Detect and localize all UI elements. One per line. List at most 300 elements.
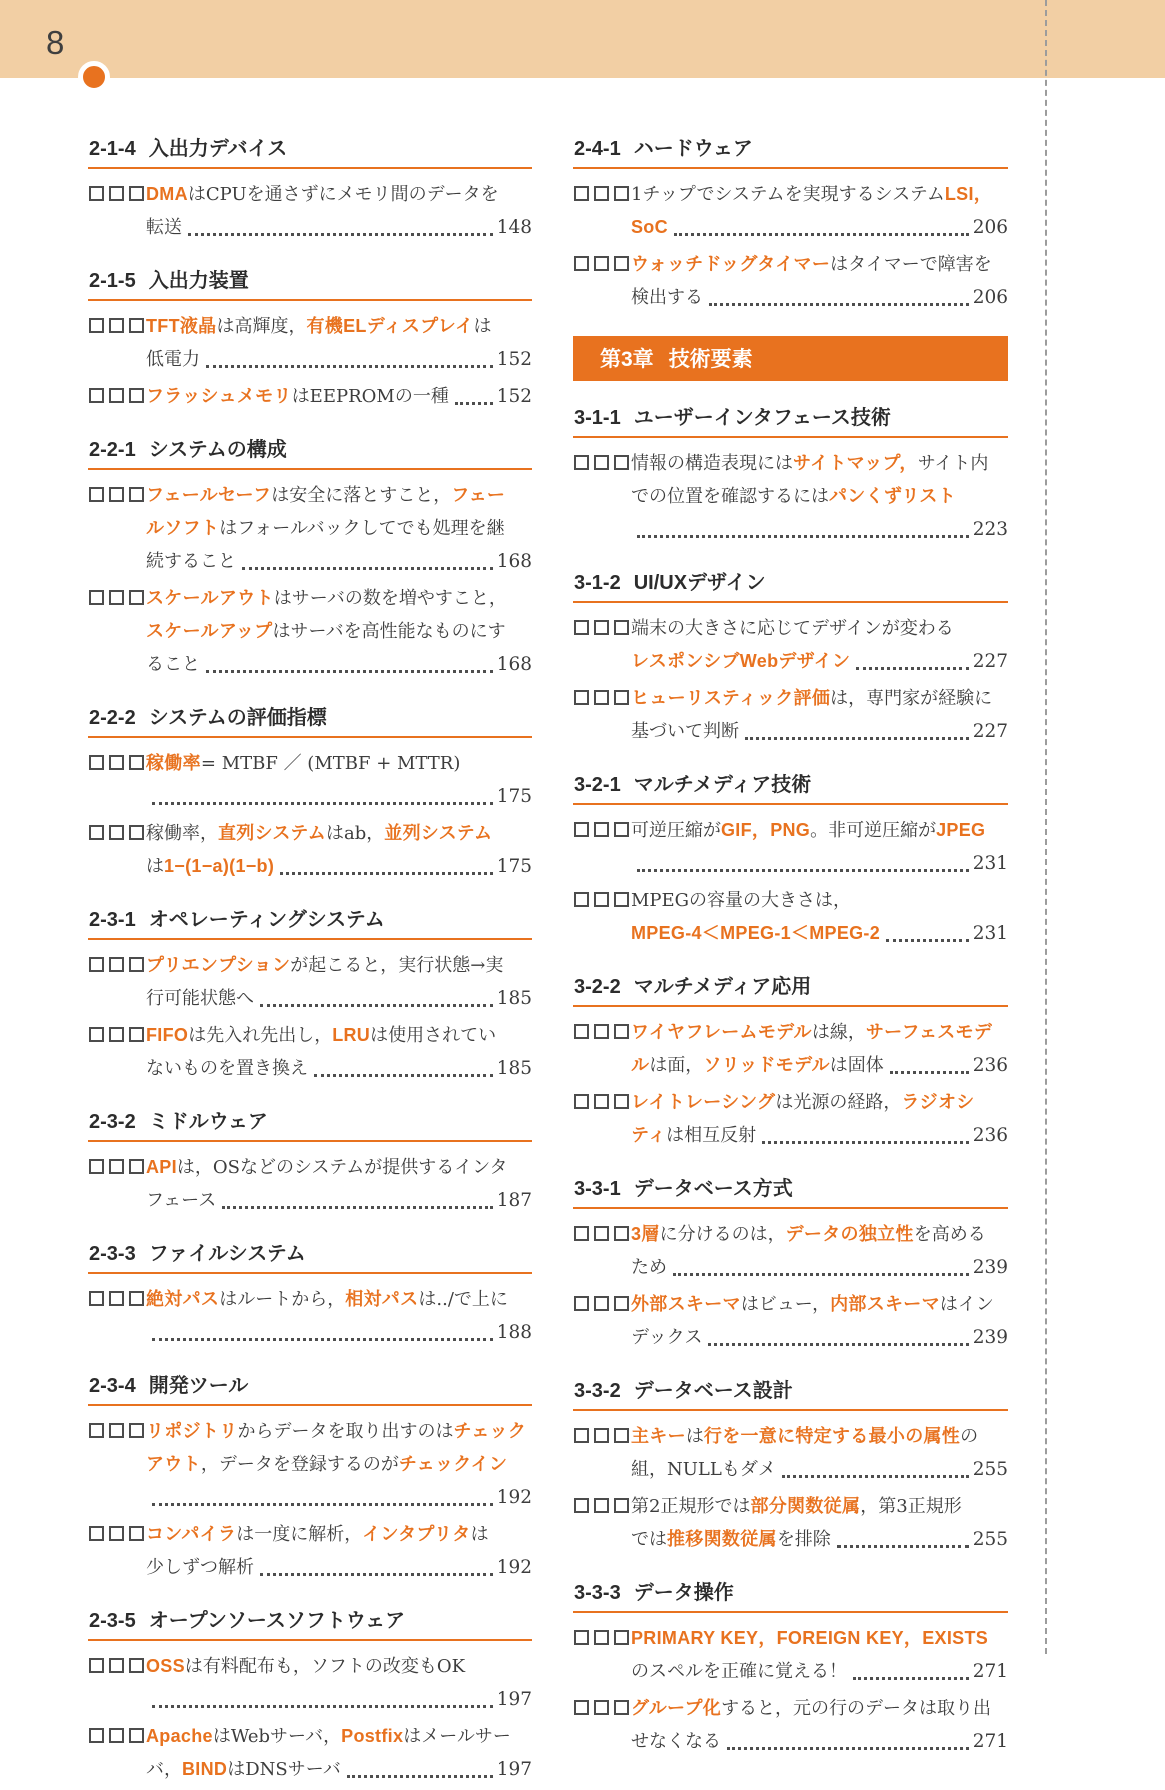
text-segment: は../で上に: [418, 1289, 508, 1310]
toc-item-text: [631, 645, 850, 678]
keyword-highlight: ル: [631, 1055, 650, 1075]
toc-item-text: [631, 1251, 667, 1284]
text-segment: はメールサー: [403, 1726, 511, 1747]
chapter-banner: [573, 336, 1008, 381]
section-title: ユーザーインタフェース技術: [633, 407, 891, 429]
toc-item-line: [631, 1016, 1008, 1049]
checkbox-group: [89, 957, 144, 972]
dot-leader: [637, 535, 969, 538]
checkbox-icon: [574, 455, 589, 470]
dot-leader: [708, 1343, 968, 1346]
toc-item: [88, 1720, 532, 1786]
toc-item-text: [631, 1119, 756, 1152]
keyword-highlight: サーフェスモデ: [865, 1022, 993, 1042]
checkbox-icon: [129, 1526, 144, 1541]
checkbox-icon: [89, 957, 104, 972]
toc-item-line: [631, 917, 1008, 950]
keyword-highlight: チェックイン: [398, 1454, 508, 1474]
keyword-highlight: MPEG-4＜MPEG-1＜MPEG-2: [631, 923, 881, 943]
section-number: 2-2-1: [89, 439, 136, 461]
toc-column-right: [573, 118, 1008, 1762]
checkbox-icon: [109, 1423, 124, 1438]
text-segment: はビュー，: [740, 1294, 831, 1315]
checkbox-icon: [109, 1526, 124, 1541]
text-segment: ，第3正規形: [860, 1496, 962, 1517]
checkbox-icon: [594, 1498, 609, 1513]
text-segment: は線，: [811, 1022, 866, 1043]
keyword-highlight: スケールアウト: [146, 588, 274, 608]
checkbox-group: [89, 1658, 144, 1673]
page-ref: 175: [496, 786, 532, 807]
toc-item-text: [631, 1453, 776, 1486]
section-heading: [88, 264, 532, 301]
checkbox-icon: [109, 1159, 124, 1174]
toc-item-text: [146, 648, 200, 681]
keyword-highlight: 3層: [631, 1224, 660, 1244]
text-segment: サイト内: [917, 453, 989, 474]
checkbox-icon: [574, 1226, 589, 1241]
toc-item-text: [146, 1415, 526, 1448]
section-title: ハードウェア: [633, 138, 753, 160]
checkbox-icon: [89, 487, 104, 502]
page-ref: 239: [972, 1327, 1008, 1348]
text-segment: 第2正規形では: [631, 1496, 751, 1517]
keyword-highlight: 内部スキーマ: [830, 1294, 940, 1314]
toc-section: [573, 1172, 1008, 1354]
toc-item-line: [631, 682, 1008, 715]
checkbox-icon: [614, 1428, 629, 1443]
section-heading: [573, 970, 1008, 1007]
checkbox-icon: [594, 690, 609, 705]
checkbox-icon: [614, 455, 629, 470]
section-heading: [573, 768, 1008, 805]
toc-item-text: [146, 310, 491, 343]
toc-section: [88, 433, 532, 681]
text-segment: 少しずつ解析: [146, 1557, 254, 1578]
toc-item-line: [631, 1086, 1008, 1119]
keyword-highlight: レイトレーシング: [631, 1092, 776, 1112]
page-ref: 168: [496, 654, 532, 675]
text-segment: を高める: [913, 1224, 986, 1245]
checkbox-icon: [89, 1159, 104, 1174]
checkbox-group: [89, 1728, 144, 1743]
keyword-highlight: PRIMARY KEY，FOREIGN KEY，EXISTS: [631, 1628, 989, 1648]
checkbox-group: [89, 388, 144, 403]
text-segment: は先入れ先出し，: [188, 1025, 333, 1046]
toc-section: [88, 1237, 532, 1349]
toc-item-line: [631, 447, 1008, 480]
checkbox-icon: [109, 186, 124, 201]
toc-item-line: [146, 982, 532, 1015]
toc-item-line: [631, 1453, 1008, 1486]
checkbox-icon: [129, 755, 144, 770]
section-title: システムの評価指標: [148, 707, 327, 729]
toc-item-text: [146, 1283, 508, 1316]
keyword-highlight: 行を一意に特定する最小の属性: [703, 1426, 961, 1446]
section-heading: [88, 1105, 532, 1142]
section-title: ファイルシステム: [148, 1243, 306, 1265]
checkbox-icon: [614, 1630, 629, 1645]
toc-item-line: [631, 281, 1008, 314]
checkbox-icon: [574, 1094, 589, 1109]
text-segment: MPEGの容量の大きさは，: [631, 890, 852, 911]
text-segment: 情報の構造表現には: [631, 453, 793, 474]
text-segment: はサーバの数を増やすこと，: [273, 588, 507, 609]
toc-section: [573, 566, 1008, 748]
toc-section: [88, 903, 532, 1085]
text-segment: はDNSサーバ: [227, 1759, 341, 1780]
toc-item: [573, 1490, 1008, 1556]
checkbox-icon: [89, 1658, 104, 1673]
toc-item-line: [146, 211, 532, 244]
keyword-highlight: チェック: [453, 1421, 527, 1441]
section-heading: [88, 433, 532, 470]
dot-leader: [853, 1677, 969, 1680]
checkbox-icon: [594, 822, 609, 837]
text-segment: は: [146, 856, 164, 877]
text-segment: ため: [631, 1257, 667, 1278]
keyword-highlight: 有機ELディスプレイ: [306, 316, 474, 336]
toc-section: [88, 701, 532, 883]
toc-item: [573, 884, 1008, 950]
text-segment: 可逆圧縮が: [631, 820, 721, 841]
checkbox-icon: [89, 1526, 104, 1541]
checkbox-icon: [89, 1423, 104, 1438]
toc-item: [573, 1622, 1008, 1688]
toc-item-line: [146, 1316, 532, 1349]
checkbox-group: [89, 1159, 144, 1174]
toc-item-line: [146, 310, 532, 343]
section-heading: [88, 701, 532, 738]
text-segment: に分けるのは，: [659, 1224, 786, 1245]
checkbox-icon: [614, 620, 629, 635]
text-segment: 転送: [146, 217, 182, 238]
text-segment: は高輝度，: [216, 316, 307, 337]
section-number: 2-3-3: [89, 1243, 136, 1265]
checkbox-group: [574, 1024, 629, 1039]
page-ref: 192: [496, 1557, 532, 1578]
text-segment: は: [473, 316, 492, 337]
text-segment: が起こると，実行状態→実: [290, 955, 504, 976]
toc-item: [88, 817, 532, 883]
checkbox-icon: [129, 1658, 144, 1673]
dot-leader: [152, 802, 493, 805]
text-segment: は有料配布も，ソフトの改変もOK: [184, 1656, 466, 1677]
dot-leader: [152, 1503, 493, 1506]
checkbox-icon: [614, 690, 629, 705]
checkbox-icon: [574, 822, 589, 837]
text-segment: では: [631, 1529, 667, 1550]
keyword-highlight: フラッシュメモリ: [146, 386, 292, 406]
text-segment: は: [470, 1524, 489, 1545]
toc-item-text: [146, 545, 236, 578]
page-ref: 188: [496, 1322, 532, 1343]
text-segment: 続すること: [146, 551, 236, 572]
text-segment: ，データを登録するのが: [200, 1454, 399, 1475]
toc-section: [88, 132, 532, 244]
checkbox-icon: [614, 1226, 629, 1241]
keyword-highlight: SoC: [631, 217, 668, 237]
dot-leader: [837, 1545, 969, 1548]
keyword-highlight: 相対パス: [345, 1289, 419, 1309]
page-ref: 236: [972, 1125, 1008, 1146]
toc-item-line: [146, 178, 532, 211]
toc-section: [88, 1604, 532, 1786]
keyword-highlight: フェールセーフ: [146, 485, 272, 505]
text-segment: は，専門家が経験に: [830, 688, 993, 709]
page-ref: 185: [496, 1058, 532, 1079]
section-number: 2-3-5: [89, 1610, 136, 1632]
checkbox-icon: [129, 1728, 144, 1743]
dot-leader: [206, 670, 493, 673]
toc-item-line: [146, 780, 532, 813]
checkbox-group: [89, 487, 144, 502]
section-number: 3-3-3: [574, 1582, 621, 1604]
toc-item-line: [631, 612, 1008, 645]
toc-item-line: [146, 582, 532, 615]
checkbox-group: [89, 590, 144, 605]
toc-item-text: [631, 447, 988, 480]
checkbox-group: [574, 822, 629, 837]
checkbox-icon: [89, 1291, 104, 1306]
keyword-highlight: 絶対パス: [146, 1289, 220, 1309]
checkbox-icon: [109, 755, 124, 770]
toc-item-text: [631, 682, 992, 715]
text-segment: 低電力: [146, 349, 200, 370]
text-segment: 行可能状態へ: [146, 988, 254, 1009]
toc-item-line: [146, 747, 532, 780]
toc-item-line: [631, 814, 1008, 847]
toc-item-line: [631, 178, 1008, 211]
toc-item-text: [631, 884, 851, 917]
page-ref: 227: [972, 651, 1008, 672]
page-ref: 227: [972, 721, 1008, 742]
keyword-highlight: フェー: [451, 485, 506, 505]
checkbox-icon: [89, 590, 104, 605]
checkbox-group: [574, 186, 629, 201]
text-segment: の: [960, 1426, 979, 1447]
text-segment: はタイマーで障害を: [830, 254, 992, 275]
keyword-highlight: BIND: [182, 1759, 228, 1779]
checkbox-icon: [89, 755, 104, 770]
text-segment: 検出する: [631, 287, 703, 308]
checkbox-icon: [574, 1630, 589, 1645]
keyword-highlight: ウォッチドッグタイマー: [631, 254, 831, 274]
section-title: データ操作: [633, 1582, 734, 1604]
toc-item-text: [146, 1151, 507, 1184]
dot-leader: [260, 1573, 493, 1576]
checkbox-icon: [574, 1024, 589, 1039]
page-ref: 271: [972, 1661, 1008, 1682]
keyword-highlight: 部分関数従属: [750, 1496, 861, 1516]
section-heading: [88, 132, 532, 169]
keyword-highlight: ティ: [631, 1125, 667, 1145]
checkbox-icon: [594, 256, 609, 271]
toc-item: [573, 1016, 1008, 1082]
text-segment: ないものを置き換え: [146, 1058, 308, 1079]
page-ref: 231: [972, 853, 1008, 874]
header-band: [0, 0, 1165, 78]
toc-item-line: [146, 1753, 532, 1786]
toc-item-line: [631, 884, 1008, 917]
page-ref: 152: [496, 386, 532, 407]
page-ref: 197: [496, 1689, 532, 1710]
keyword-highlight: レスポンシブWebデザイン: [631, 651, 851, 671]
toc-item-text: [631, 211, 668, 244]
toc-item-line: [146, 380, 532, 413]
toc-item-text: [631, 1288, 994, 1321]
toc-item-text: [146, 1184, 216, 1217]
toc-item-text: [146, 949, 503, 982]
toc-item: [88, 310, 532, 376]
dot-leader: [745, 737, 969, 740]
text-segment: 端末の大きさに応じてデザインが変わる: [631, 618, 954, 639]
toc-item-line: [146, 1415, 532, 1448]
toc-item-text: [146, 1518, 489, 1551]
text-segment: は光源の経路，: [775, 1092, 902, 1113]
toc-item-text: [631, 1622, 988, 1655]
keyword-highlight: 推移関数従属: [667, 1529, 777, 1549]
toc-item-text: [631, 1016, 992, 1049]
checkbox-icon: [574, 1296, 589, 1311]
text-segment: 。非可逆圧縮が: [810, 820, 937, 841]
page-ref: 239: [972, 1257, 1008, 1278]
section-heading: [573, 1374, 1008, 1411]
section-title: データベース方式: [633, 1178, 793, 1200]
toc-item: [573, 1218, 1008, 1284]
keyword-highlight: 外部スキーマ: [631, 1294, 741, 1314]
checkbox-icon: [594, 455, 609, 470]
checkbox-group: [574, 892, 629, 907]
toc-item-line: [631, 1218, 1008, 1251]
text-segment: 1チップでシステムを実現するシステム: [631, 184, 945, 205]
dot-leader: [260, 1004, 493, 1007]
toc-item-line: [146, 1551, 532, 1584]
keyword-highlight: Postfix: [341, 1726, 404, 1746]
checkbox-group: [89, 825, 144, 840]
checkbox-icon: [109, 388, 124, 403]
dot-leader: [152, 1338, 493, 1341]
keyword-highlight: JPEG: [936, 820, 986, 840]
checkbox-icon: [129, 1291, 144, 1306]
toc-item-line: [631, 1655, 1008, 1688]
checkbox-icon: [89, 186, 104, 201]
toc-item-text: [146, 211, 182, 244]
cut-guide-dashed-line: [1045, 0, 1047, 1654]
toc-item-line: [631, 1251, 1008, 1284]
toc-item-text: [146, 1019, 496, 1052]
page-ref: 175: [496, 856, 532, 877]
checkbox-icon: [109, 318, 124, 333]
text-segment: は，OSなどのシステムが提供するインタ: [176, 1157, 508, 1178]
checkbox-icon: [594, 1700, 609, 1715]
toc-item: [573, 1420, 1008, 1486]
text-segment: はサーバを高性能なものにす: [272, 621, 506, 642]
checkbox-icon: [129, 186, 144, 201]
keyword-highlight: LSI，: [944, 184, 993, 204]
checkbox-icon: [109, 1027, 124, 1042]
toc-item-text: [146, 982, 254, 1015]
toc-item-line: [146, 817, 532, 850]
toc-item-text: [631, 1321, 702, 1354]
toc-item: [88, 1019, 532, 1085]
checkbox-group: [89, 1291, 144, 1306]
text-segment: ること: [146, 654, 200, 675]
checkbox-group: [574, 1428, 629, 1443]
section-title: オペレーティングシステム: [148, 909, 385, 931]
page-ref: 231: [972, 923, 1008, 944]
toc-item-line: [146, 1019, 532, 1052]
keyword-highlight: スケールアップ: [146, 621, 273, 641]
toc-item-line: [146, 1052, 532, 1085]
section-heading: [88, 1369, 532, 1406]
dot-leader: [222, 1206, 492, 1209]
text-segment: はEEPROMの一種: [291, 386, 449, 407]
chapter-number: 第3章: [600, 348, 654, 371]
toc-item-line: [631, 1692, 1008, 1725]
text-segment: を排除: [776, 1529, 831, 1550]
checkbox-icon: [129, 1423, 144, 1438]
toc-item-text: [631, 1523, 831, 1556]
text-segment: は安全に落とすこと，: [271, 485, 452, 506]
text-segment: は面，: [649, 1055, 704, 1076]
dot-leader: [314, 1074, 493, 1077]
dot-leader: [188, 233, 493, 236]
checkbox-group: [89, 1423, 144, 1438]
section-title: 入出力装置: [148, 270, 249, 292]
section-number: 3-1-2: [574, 572, 621, 594]
keyword-highlight: ワイヤフレームモデル: [631, 1022, 812, 1042]
keyword-highlight: 直列システム: [218, 823, 326, 843]
toc-item-text: [631, 1086, 975, 1119]
toc-item-line: [146, 343, 532, 376]
page-ref: 271: [972, 1731, 1008, 1752]
toc-item-line: [146, 1481, 532, 1514]
keyword-highlight: グループ化: [631, 1698, 722, 1718]
toc-item-text: [631, 1655, 847, 1688]
checkbox-icon: [574, 1700, 589, 1715]
toc-item-text: [146, 380, 449, 413]
toc-item-text: [146, 615, 506, 648]
checkbox-icon: [574, 1428, 589, 1443]
toc-item-line: [631, 1725, 1008, 1758]
keyword-highlight: LRU: [332, 1025, 371, 1045]
text-segment: での位置を確認するには: [631, 486, 829, 507]
checkbox-icon: [129, 1027, 144, 1042]
section-title: システムの構成: [148, 439, 287, 461]
checkbox-group: [574, 1700, 629, 1715]
checkbox-group: [574, 1498, 629, 1513]
keyword-highlight: ラジオシ: [901, 1092, 975, 1112]
keyword-highlight: Apache: [146, 1726, 213, 1746]
keyword-highlight: OSS: [146, 1656, 185, 1676]
toc-item-line: [146, 545, 532, 578]
toc-item-line: [631, 645, 1008, 678]
checkbox-icon: [109, 825, 124, 840]
toc-item-text: [146, 582, 507, 615]
checkbox-icon: [594, 1226, 609, 1241]
text-segment: 基づいて判断: [631, 721, 739, 742]
section-heading: [573, 1172, 1008, 1209]
toc-item: [88, 1415, 532, 1514]
checkbox-icon: [574, 690, 589, 705]
section-number: 2-3-4: [89, 1375, 136, 1397]
page-ref: 185: [496, 988, 532, 1009]
checkbox-group: [89, 755, 144, 770]
toc-item-line: [146, 1283, 532, 1316]
page-ref: 152: [496, 349, 532, 370]
dot-leader: [673, 1273, 969, 1276]
